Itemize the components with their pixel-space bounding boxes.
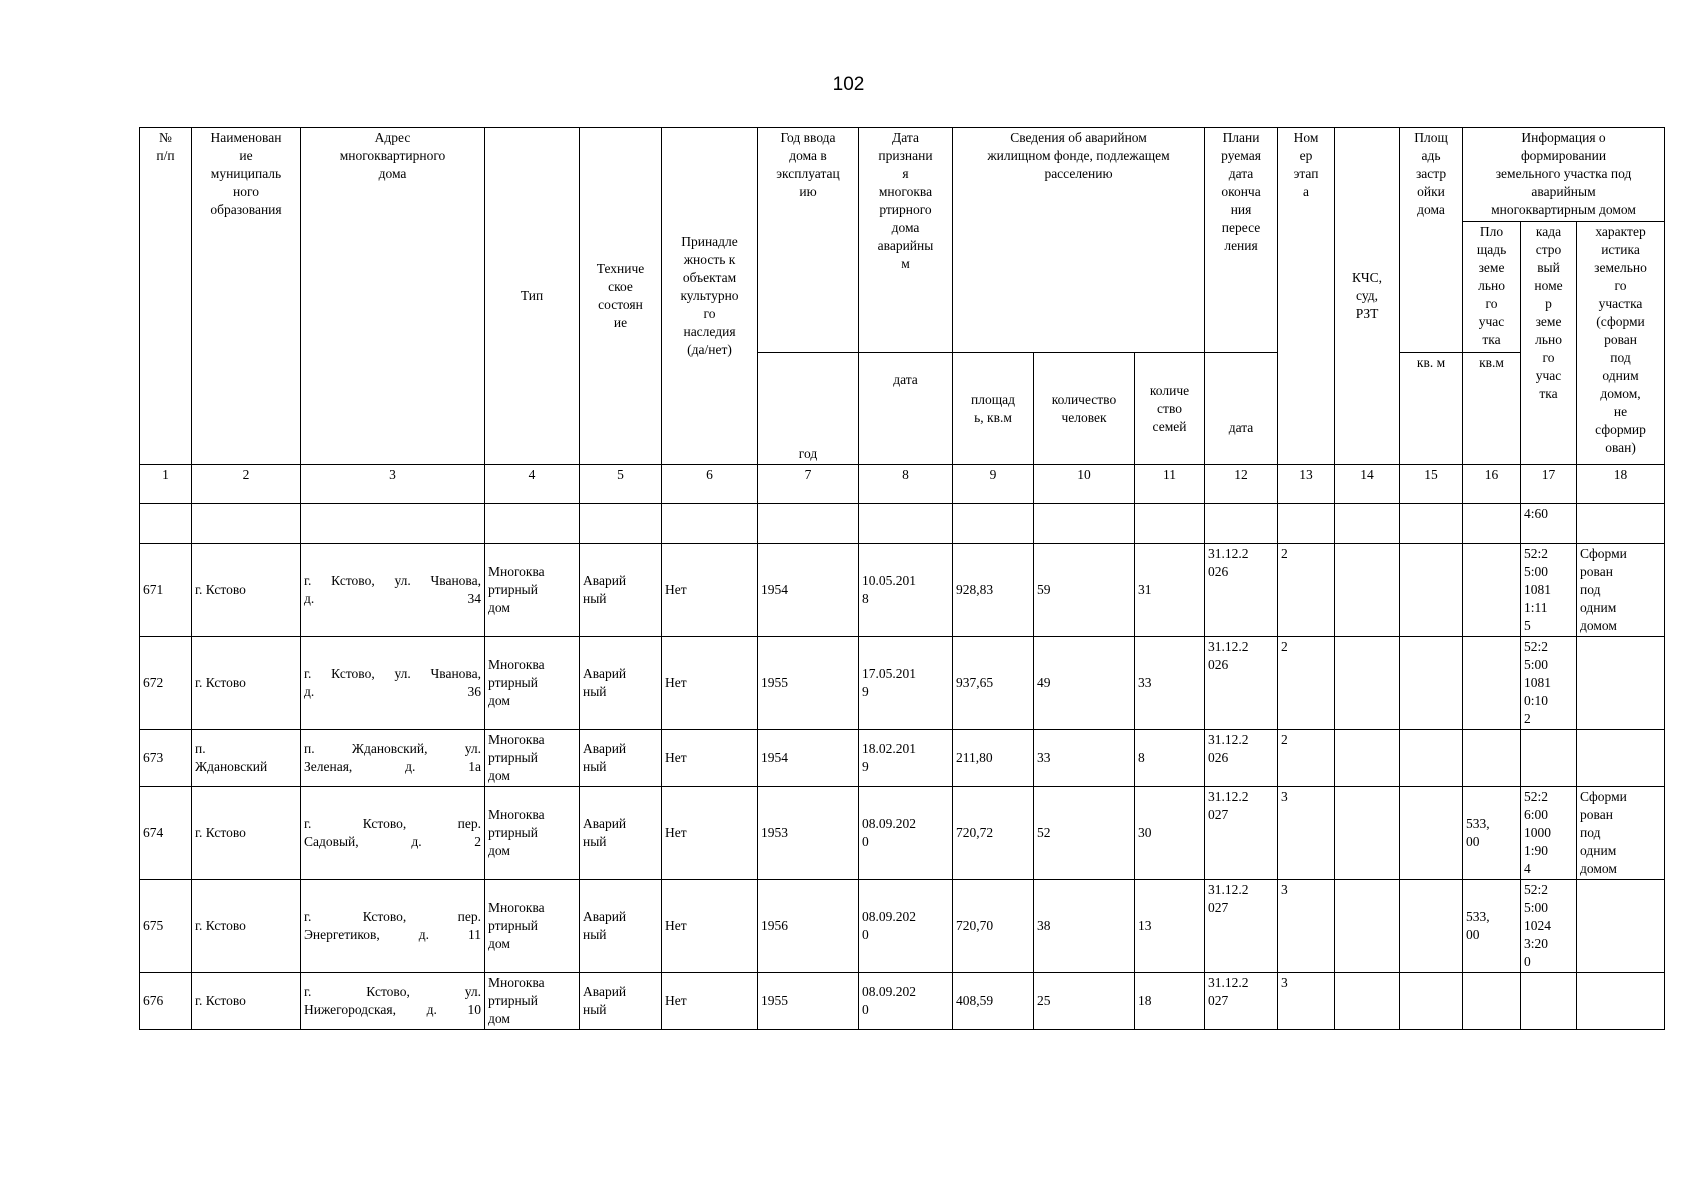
table-row (140, 544, 1665, 637)
address-cell: г. Кстово, пер. Энергетиков, д. 11 (301, 880, 485, 973)
year-cell: 1956 (758, 880, 859, 973)
area-cell: 720,72 (953, 787, 1034, 880)
heritage-cell: Нет (662, 787, 758, 880)
header-row (140, 128, 1665, 222)
stage-cell: 3 (1278, 973, 1335, 1030)
built-area-cell (1400, 544, 1463, 637)
municipality-cell: г. Кстово (192, 544, 301, 637)
column-number: 2 (192, 465, 301, 504)
column-number: 1 (140, 465, 192, 504)
header-people: количество человек (1034, 353, 1135, 465)
stage-cell: 3 (1278, 880, 1335, 973)
header-year: Год ввода дома в эксплуатац ию (758, 128, 859, 353)
planned-date-cell: 31.12.2 027 (1205, 973, 1278, 1030)
year-cell: 1955 (758, 637, 859, 730)
year-cell: 1953 (758, 787, 859, 880)
table-row (140, 787, 1665, 880)
page-number: 102 (832, 74, 865, 95)
stage-cell: 3 (1278, 787, 1335, 880)
cadastral-cell (1521, 730, 1577, 787)
header-technical-state: Техниче ское состоян ие (580, 128, 662, 465)
column-number: 8 (859, 465, 953, 504)
year-cell: 1954 (758, 730, 859, 787)
built-area-cell (1400, 730, 1463, 787)
families-cell: 13 (1135, 880, 1205, 973)
type-cell: Многоква ртирный дом (485, 637, 580, 730)
header-emergency-fund-group: Сведения об аварийном жилищном фонде, подлежащем расселению (953, 128, 1205, 353)
header-year-sub: год (758, 353, 859, 465)
land-area-cell: 533, 00 (1463, 880, 1521, 973)
cadastral-cell: 52:2 5:00 1024 3:20 0 (1521, 880, 1577, 973)
heritage-cell: Нет (662, 637, 758, 730)
column-number: 11 (1135, 465, 1205, 504)
column-number: 16 (1463, 465, 1521, 504)
land-area-cell (1463, 544, 1521, 637)
kchs-cell (1335, 787, 1400, 880)
land-area-cell (1463, 637, 1521, 730)
planned-date-cell: 31.12.2 026 (1205, 730, 1278, 787)
column-number: 18 (1577, 465, 1665, 504)
table-row (140, 730, 1665, 787)
stage-cell: 2 (1278, 544, 1335, 637)
type-cell: Многоква ртирный дом (485, 880, 580, 973)
header-municipality: Наименован ие муниципаль ного образования (192, 128, 301, 465)
families-cell: 31 (1135, 544, 1205, 637)
column-number-row (140, 465, 1665, 504)
row-number: 671 (140, 544, 192, 637)
header-num: № п/п (140, 128, 192, 465)
column-number: 4 (485, 465, 580, 504)
recognition-date-cell: 10.05.201 8 (859, 544, 953, 637)
row-number: 673 (140, 730, 192, 787)
families-cell: 8 (1135, 730, 1205, 787)
area-cell: 937,65 (953, 637, 1034, 730)
people-cell: 49 (1034, 637, 1135, 730)
technical-state-cell: Аварий ный (580, 637, 662, 730)
recognition-date-cell: 17.05.201 9 (859, 637, 953, 730)
cadastral-cell: 52:2 5:00 1081 1:11 5 (1521, 544, 1577, 637)
emergency-housing-table (139, 127, 1665, 1030)
type-cell: Многоква ртирный дом (485, 787, 580, 880)
column-number: 17 (1521, 465, 1577, 504)
municipality-cell: г. Кстово (192, 973, 301, 1030)
header-stage: Ном ер этап а (1278, 128, 1335, 465)
land-area-cell: 533, 00 (1463, 787, 1521, 880)
built-area-cell (1400, 787, 1463, 880)
row-number: 674 (140, 787, 192, 880)
cadastral-cell: 52:2 5:00 1081 0:10 2 (1521, 637, 1577, 730)
people-cell: 52 (1034, 787, 1135, 880)
built-area-cell (1400, 637, 1463, 730)
column-number: 9 (953, 465, 1034, 504)
row-number: 676 (140, 973, 192, 1030)
cadastral-cell: 4:60 (1521, 504, 1577, 544)
address-cell: г. Кстово, пер. Садовый, д. 2 (301, 787, 485, 880)
municipality-cell: г. Кстово (192, 787, 301, 880)
planned-date-cell: 31.12.2 026 (1205, 637, 1278, 730)
built-area-cell (1400, 880, 1463, 973)
kchs-cell (1335, 880, 1400, 973)
land-characteristic-cell (1577, 730, 1665, 787)
recognition-date-cell: 08.09.202 0 (859, 880, 953, 973)
header-area: площад ь, кв.м (953, 353, 1034, 465)
recognition-date-cell: 18.02.201 9 (859, 730, 953, 787)
heritage-cell: Нет (662, 544, 758, 637)
people-cell: 59 (1034, 544, 1135, 637)
technical-state-cell: Аварий ный (580, 880, 662, 973)
header-date-sub: дата (859, 353, 953, 465)
technical-state-cell: Аварий ный (580, 544, 662, 637)
address-cell: г. Кстово, ул. Нижегородская, д. 10 (301, 973, 485, 1030)
address-cell: г. Кстово, ул. Чванова, д. 36 (301, 637, 485, 730)
column-number: 3 (301, 465, 485, 504)
recognition-date-cell: 08.09.202 0 (859, 787, 953, 880)
header-land-plot-group: Информация о формировании земельного участка под аварийным многоквартирным домом (1463, 128, 1665, 222)
row-number: 672 (140, 637, 192, 730)
table-row (140, 880, 1665, 973)
area-cell: 720,70 (953, 880, 1034, 973)
technical-state-cell: Аварий ный (580, 730, 662, 787)
type-cell: Многоква ртирный дом (485, 973, 580, 1030)
header-heritage: Принадле жность к объектам культурно го наследия (да/нет) (662, 128, 758, 465)
year-cell: 1954 (758, 544, 859, 637)
column-number: 10 (1034, 465, 1135, 504)
column-number: 6 (662, 465, 758, 504)
column-number: 12 (1205, 465, 1278, 504)
kchs-cell (1335, 730, 1400, 787)
heritage-cell: Нет (662, 730, 758, 787)
year-cell: 1955 (758, 973, 859, 1030)
built-area-cell (1400, 973, 1463, 1030)
header-built-area: Площ адь застр ойки дома (1400, 128, 1463, 353)
heritage-cell: Нет (662, 973, 758, 1030)
carry-over-row (140, 504, 1665, 544)
land-area-cell (1463, 973, 1521, 1030)
land-characteristic-cell (1577, 880, 1665, 973)
area-cell: 211,80 (953, 730, 1034, 787)
land-characteristic-cell: Сформи рован под одним домом (1577, 544, 1665, 637)
header-families: количе ство семей (1135, 353, 1205, 465)
header-land-area-unit: кв.м (1463, 353, 1521, 465)
people-cell: 33 (1034, 730, 1135, 787)
cadastral-cell: 52:2 6:00 1000 1:90 4 (1521, 787, 1577, 880)
header-planned-date: Плани руемая дата оконча ния пересе ления (1205, 128, 1278, 353)
area-cell: 928,83 (953, 544, 1034, 637)
municipality-cell: п. Ждановский (192, 730, 301, 787)
technical-state-cell: Аварий ный (580, 787, 662, 880)
families-cell: 30 (1135, 787, 1205, 880)
planned-date-cell: 31.12.2 026 (1205, 544, 1278, 637)
header-cadastral: када стро вый номе р земе льно го учас тка (1521, 222, 1577, 465)
header-address: Адрес многоквартирного дома (301, 128, 485, 465)
stage-cell: 2 (1278, 730, 1335, 787)
land-characteristic-cell (1577, 973, 1665, 1030)
column-number: 15 (1400, 465, 1463, 504)
address-cell: п. Ждановский, ул. Зеленая, д. 1а (301, 730, 485, 787)
families-cell: 18 (1135, 973, 1205, 1030)
heritage-cell: Нет (662, 880, 758, 973)
header-kchs: КЧС, суд, РЗТ (1335, 128, 1400, 465)
land-characteristic-cell: Сформи рован под одним домом (1577, 787, 1665, 880)
type-cell: Многоква ртирный дом (485, 730, 580, 787)
header-land-area: Пло щадь земе льно го учас тка (1463, 222, 1521, 353)
people-cell: 38 (1034, 880, 1135, 973)
cadastral-cell (1521, 973, 1577, 1030)
land-characteristic-cell (1577, 637, 1665, 730)
column-number: 13 (1278, 465, 1335, 504)
header-type: Тип (485, 128, 580, 465)
column-number: 5 (580, 465, 662, 504)
planned-date-cell: 31.12.2 027 (1205, 880, 1278, 973)
type-cell: Многоква ртирный дом (485, 544, 580, 637)
kchs-cell (1335, 973, 1400, 1030)
stage-cell: 2 (1278, 637, 1335, 730)
header-planned-date-sub: дата (1205, 353, 1278, 465)
column-number: 14 (1335, 465, 1400, 504)
kchs-cell (1335, 637, 1400, 730)
kchs-cell (1335, 544, 1400, 637)
header-built-area-unit: кв. м (1400, 353, 1463, 465)
people-cell: 25 (1034, 973, 1135, 1030)
header-land-characteristic: характер истика земельно го участка (сформи рован под одним домом, не сформир ован) (1577, 222, 1665, 465)
table-row (140, 973, 1665, 1030)
recognition-date-cell: 08.09.202 0 (859, 973, 953, 1030)
families-cell: 33 (1135, 637, 1205, 730)
address-cell: г. Кстово, ул. Чванова, д. 34 (301, 544, 485, 637)
table-row (140, 637, 1665, 730)
planned-date-cell: 31.12.2 027 (1205, 787, 1278, 880)
municipality-cell: г. Кстово (192, 880, 301, 973)
technical-state-cell: Аварий ный (580, 973, 662, 1030)
area-cell: 408,59 (953, 973, 1034, 1030)
column-number: 7 (758, 465, 859, 504)
municipality-cell: г. Кстово (192, 637, 301, 730)
header-recognition-date: Дата признани я многоква ртирного дома аварийны м (859, 128, 953, 353)
land-area-cell (1463, 730, 1521, 787)
row-number: 675 (140, 880, 192, 973)
